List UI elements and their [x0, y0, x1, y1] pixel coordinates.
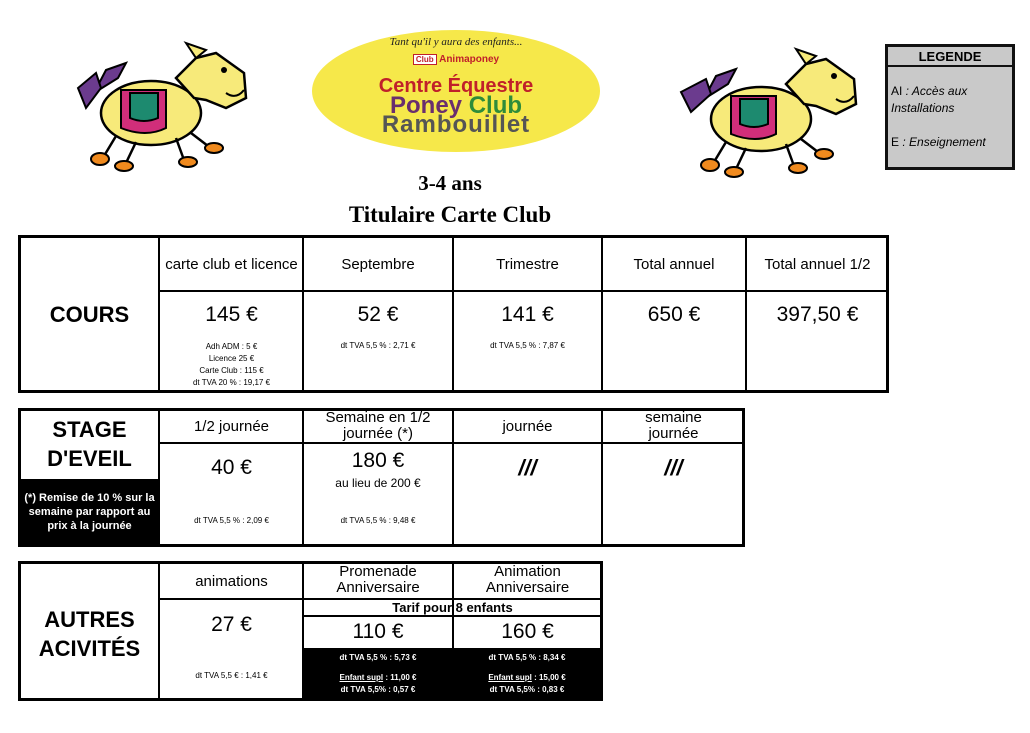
cours-price-septembre: 52 € — [357, 303, 399, 326]
stage-header-semaine-journee: semaine journée — [645, 408, 702, 442]
logo-line-centre-equestre: Centre Équestre — [378, 75, 534, 97]
cours-header-carte-club: carte club et licence — [165, 255, 298, 273]
legend-item-ai: AI : Accès aux Installations — [891, 84, 968, 115]
cours-price-total-annuel-half: 397,50 € — [776, 303, 859, 326]
stage-price-semaine-demi-journee: 180 € — [351, 449, 405, 472]
autres-detail-animation-anniv: dt TVA 5,5 % : 8,34 € Enfant supl : 15,00 € dt TVA 5,5% : 0,83 € — [454, 650, 600, 698]
cours-label: COURS — [49, 301, 130, 327]
logo-tagline: Tant qu'il y aura des enfants... — [389, 36, 523, 48]
cours-detail-septembre: dt TVA 5,5 % : 2,71 € — [340, 341, 416, 350]
stage-price-demi-journee: 40 € — [211, 456, 252, 479]
autres-price-animation-anniv: 160 € — [501, 620, 554, 643]
legend-title: LEGENDE — [888, 47, 1012, 67]
stage-header-semaine-demi-journee: Semaine en 1/2 journée (*) — [325, 408, 431, 442]
cours-header-total-annuel: Total annuel — [633, 255, 715, 273]
cours-header-total-annuel-half: Total annuel 1/2 — [764, 255, 871, 273]
logo-brand — [312, 54, 600, 65]
logo-brand-name: Animaponey — [439, 54, 500, 66]
autres-header-animation-anniv: Animation Anniversaire — [485, 563, 570, 596]
legend-item-e: E : Enseignement — [891, 135, 986, 149]
cours-detail-carte-club: Adh ADM : 5 € Licence 25 € Carte Club : 115 € dt TVA 20 % : 19,17 € — [192, 342, 271, 387]
stage-price-semaine-journee: /// — [664, 455, 683, 480]
page-title-age: 3-4 ans — [418, 171, 482, 195]
cours-price-trimestre: 141 € — [501, 303, 554, 326]
stage-label: STAGE D'EVEIL — [47, 417, 132, 471]
logo-line-poney-club: Poney Club — [389, 92, 523, 119]
cours-table — [18, 235, 889, 393]
stage-detail-semaine-demi-journee: dt TVA 5,5 % : 9,48 € — [340, 516, 416, 525]
autres-detail-promenade: dt TVA 5,5 % : 5,73 € Enfant supl : 11,00 € dt TVA 5,5% : 0,57 € — [304, 650, 452, 698]
cours-price-carte-club: 145 € — [205, 303, 258, 326]
autres-table — [18, 561, 603, 701]
autres-tarif-note: Tarif pour 8 enfants — [392, 600, 513, 615]
pony-right-illustration — [676, 44, 866, 179]
stage-remise-note: (*) Remise de 10 % sur la semaine par rapport au prix à la journée — [21, 479, 158, 544]
autres-header-animations: animations — [195, 572, 268, 590]
autres-price-animations: 27 € — [211, 613, 252, 636]
stage-table — [18, 408, 745, 547]
autres-label: AUTRES ACIVITÉS — [38, 607, 141, 661]
autres-price-promenade: 110 € — [352, 620, 404, 643]
stage-header-journee: journée — [502, 418, 553, 435]
page-subtitle: Titulaire Carte Club — [348, 202, 552, 227]
cours-price-total-annuel: 650 € — [647, 303, 701, 326]
cours-header-septembre: Septembre — [341, 255, 415, 273]
stage-header-demi-journee: 1/2 journée — [193, 418, 270, 435]
stage-price-journee: /// — [518, 455, 537, 480]
stage-detail-demi-journee: dt TVA 5,5 % : 2,09 € — [194, 516, 269, 525]
autres-header-promenade: Promenade Anniversaire — [336, 563, 420, 596]
stage-price-note: au lieu de 200 € — [335, 476, 421, 490]
logo-line-rambouillet: Rambouillet — [381, 111, 531, 138]
cours-detail-trimestre: dt TVA 5,5 % : 7,87 € — [490, 341, 565, 350]
autres-detail-animations: dt TVA 5,5 € : 1,41 € — [195, 671, 268, 680]
cours-header-trimestre: Trimestre — [496, 255, 559, 273]
logo-club-badge: Club — [413, 54, 437, 65]
legend-box — [885, 44, 1015, 170]
pony-left-illustration — [66, 38, 256, 173]
